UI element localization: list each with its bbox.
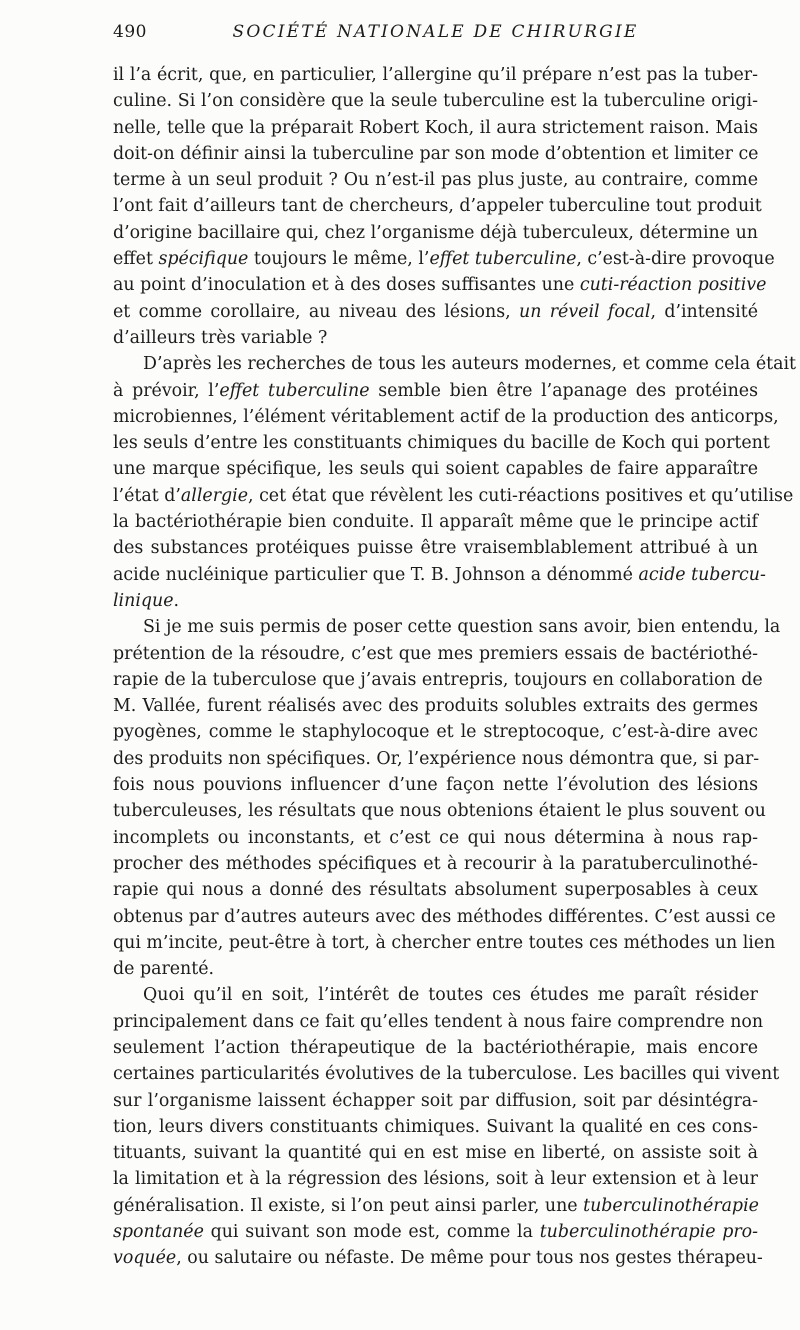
text-line <box>113 1035 758 1061</box>
text-run: sur l’organisme laissent échapper soit par diffusion, soit par désintégra- <box>113 1090 758 1111</box>
text-run: fois nous pouvions influencer d’une façon nette l’évolution des lésions <box>113 775 758 796</box>
text-run: doit-on définir ainsi la tuberculine par son mode d’obtention et limiter ce <box>113 143 759 164</box>
italic-text: spontanée <box>113 1222 204 1243</box>
italic-text: allergie <box>180 485 249 506</box>
text-run: acide nucléinique particulier que T. B. Johnson a dénommé <box>113 564 639 585</box>
text-run: au point d’inoculation et à des doses suffisantes une <box>113 275 580 296</box>
text-run: et comme corollaire, au niveau des lésions, <box>113 301 520 322</box>
text-line <box>113 772 758 798</box>
text-run: incomplets ou inconstants, et c’est ce qui nous détermina à nous rap- <box>113 827 758 848</box>
italic-text: linique <box>113 590 174 611</box>
text-run: l’ont fait d’ailleurs tant de chercheurs, d’appeler tuberculine tout produit <box>113 196 762 217</box>
italic-text: un réveil focal <box>519 301 651 322</box>
italic-text: effet tuberculine <box>219 380 370 401</box>
running-head: SOCIÉTÉ NATIONALE DE CHIRURGIE <box>232 22 639 42</box>
text-line <box>113 351 797 377</box>
text-line <box>113 483 794 509</box>
text-run: la limitation et à la régression des lésions, soit à leur extension et à leur <box>113 1169 758 1190</box>
text-line <box>113 825 758 851</box>
text-run: l’état d’ <box>113 485 181 506</box>
text-line <box>113 982 758 1008</box>
text-line <box>113 1245 763 1271</box>
text-line <box>113 456 758 482</box>
text-run: obtenus par d’autres auteurs avec des méthodes différentes. C’est aussi ce <box>113 906 776 927</box>
text-line <box>113 693 758 719</box>
text-line <box>113 272 767 298</box>
text-run: tuberculeuses, les résultats que nous obtenions étaient le plus souvent ou <box>113 801 766 822</box>
text-run: des produits non spécifiques. Or, l’expérience nous démontra que, si par- <box>113 748 760 769</box>
italic-text: voquée <box>113 1248 177 1269</box>
text-run: seulement l’action thérapeutique de la bactériothérapie, mais encore <box>113 1037 758 1058</box>
text-run: nelle, telle que la préparait Robert Koch, il aura strictement raison. Mais <box>113 117 758 138</box>
text-line <box>113 1114 758 1140</box>
text-run: , d’intensité <box>650 301 759 322</box>
text-run: une marque spécifique, les seuls qui soient capables de faire apparaître <box>113 459 758 480</box>
text-run: microbiennes, l’élément véritablement actif de la production des anticorps, <box>113 406 779 427</box>
page-header <box>113 20 758 48</box>
text-line <box>113 325 758 351</box>
text-run: pyogènes, comme le staphylocoque et le streptocoque, c’est-à-dire avec <box>113 722 758 743</box>
text-run: la bactériothérapie bien conduite. Il apparaît même que le principe actif <box>113 512 758 533</box>
text-run: semble bien être l’apanage des protéines <box>369 380 758 401</box>
text-run: tituants, suivant la quantité qui en est mise en liberté, on assiste soit à <box>113 1143 758 1164</box>
text-run: rapie qui nous a donné des résultats absolument superposables à ceux <box>113 880 758 901</box>
text-line <box>113 1140 758 1166</box>
text-run: prétention de la résoudre, c’est que mes premiers essais de bactériothé- <box>113 643 758 664</box>
text-line <box>113 851 758 877</box>
text-line <box>113 1009 764 1035</box>
text-line <box>113 930 776 956</box>
text-run: principalement dans ce fait qu’elles tendent à nous faire comprendre non <box>113 1011 764 1032</box>
text-run: rapie de la tuberculose que j’avais entrepris, toujours en collaboration de <box>113 669 763 690</box>
text-line <box>113 167 758 193</box>
text-line <box>113 1193 758 1219</box>
text-run: généralisation. Il existe, si l’on peut ainsi parler, une <box>113 1195 584 1216</box>
text-line <box>113 719 758 745</box>
text-run: terme à un seul produit ? Ou n’est-il pas plus juste, au contraire, comme <box>113 170 758 191</box>
text-run: d’ailleurs très variable ? <box>113 327 328 348</box>
text-line <box>113 1219 758 1245</box>
text-run: les seuls d’entre les constituants chimiques du bacille de Koch qui portent <box>113 433 770 454</box>
text-run: , ou salutaire ou néfaste. De même pour tous nos gestes thérapeu- <box>176 1248 763 1269</box>
text-run: Quoi qu’il en soit, l’intérêt de toutes ces études me paraît résider <box>143 985 758 1006</box>
text-line <box>113 588 758 614</box>
text-line <box>113 62 758 88</box>
text-line <box>113 220 758 246</box>
text-line <box>113 614 781 640</box>
italic-text: acide tubercu- <box>638 564 766 585</box>
text-line <box>113 1088 758 1114</box>
text-line <box>113 562 766 588</box>
body-text <box>113 62 797 1272</box>
text-line <box>113 1166 758 1192</box>
text-line <box>113 378 758 404</box>
text-run: procher des méthodes spécifiques et à recourir à la paratuberculinothé- <box>113 853 758 874</box>
text-line <box>113 1061 780 1087</box>
text-line <box>113 877 758 903</box>
text-run: , c’est-à-dire provoque <box>576 249 775 270</box>
text-run: qui suivant son mode est, comme la <box>203 1222 540 1243</box>
text-run: M. Vallée, furent réalisés avec des produits solubles extraits des germes <box>113 696 758 717</box>
text-run: , cet état que révèlent les cuti-réactions positives et qu’utilise <box>248 485 794 506</box>
text-run: de parenté. <box>113 959 215 980</box>
text-run: il l’a écrit, que, en particulier, l’allergine qu’il prépare n’est pas la tuber- <box>113 65 758 85</box>
text-line <box>113 904 776 930</box>
text-line <box>113 193 762 219</box>
text-line <box>113 798 766 824</box>
italic-text: effet tuberculine <box>429 249 577 270</box>
text-run: toujours le même, l’ <box>248 249 430 270</box>
text-line <box>113 535 758 561</box>
text-run: effet <box>113 249 159 270</box>
text-line <box>113 430 770 456</box>
text-line <box>113 141 758 167</box>
page-number: 490 <box>113 22 147 42</box>
text-line <box>113 299 758 325</box>
text-run: culine. Si l’on considère que la seule tuberculine est la tuberculine origi- <box>113 91 758 112</box>
text-run: certaines particularités évolutives de la tuberculose. Les bacilles qui vivent <box>113 1064 780 1085</box>
text-line <box>113 667 763 693</box>
text-run: tion, leurs divers constituants chimiques. Suivant la qualité en ces cons- <box>113 1116 758 1137</box>
text-line <box>113 115 758 141</box>
text-run: D’après les recherches de tous les auteurs modernes, et comme cela était <box>143 354 797 375</box>
text-run: . <box>173 590 180 611</box>
text-line <box>113 746 758 772</box>
text-line <box>113 404 779 430</box>
text-run: d’origine bacillaire qui, chez l’organisme déjà tuberculeux, détermine un <box>113 222 758 243</box>
text-run: qui m’incite, peut-être à tort, à chercher entre toutes ces méthodes un lien <box>113 932 776 953</box>
text-line <box>113 956 758 982</box>
text-line <box>113 509 758 535</box>
italic-text: cuti-réaction positive <box>579 275 767 296</box>
italic-text: spécifique <box>158 249 249 270</box>
text-run: à prévoir, l’ <box>113 380 220 401</box>
text-run: Si je me suis permis de poser cette question sans avoir, bien entendu, la <box>143 617 781 638</box>
italic-text: tuberculinothérapie <box>583 1195 759 1216</box>
text-line <box>113 246 775 272</box>
text-line <box>113 88 758 114</box>
text-line <box>113 641 758 667</box>
text-run: des substances protéiques puisse être vraisemblablement attribué à un <box>113 538 758 559</box>
italic-text: tuberculinothérapie pro- <box>539 1222 759 1243</box>
